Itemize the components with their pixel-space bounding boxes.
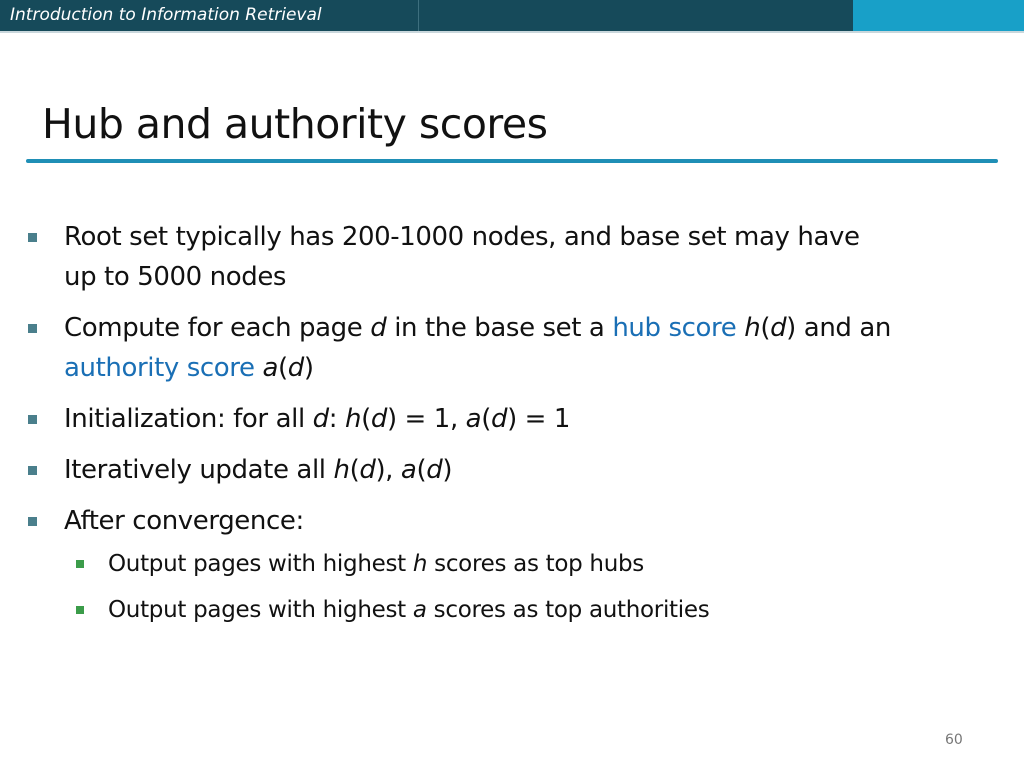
header-bottom-line	[0, 31, 1024, 33]
bullet-text: Compute for each page	[64, 313, 371, 343]
authority-score-term: authority score	[64, 353, 255, 383]
hub-score-term: hub score	[612, 313, 737, 343]
bullet-iterate	[28, 450, 988, 490]
bullet-initialization	[28, 399, 988, 439]
variable-d: d	[370, 313, 387, 343]
variable-d: d	[490, 404, 508, 434]
slide-content	[28, 217, 988, 639]
variable-h: h	[744, 313, 761, 343]
variable-h: h	[333, 455, 350, 485]
variable-a: a	[400, 455, 417, 485]
variable-h: h	[412, 551, 428, 577]
bullet-convergence	[28, 501, 988, 541]
bullet-text: scores as top hubs	[427, 551, 644, 577]
bullet-text: )	[303, 353, 314, 383]
variable-d: d	[287, 353, 304, 383]
bullet-text: ) = 1	[507, 404, 571, 434]
bullet-text: in the base set a	[386, 313, 613, 343]
variable-d: d	[359, 455, 376, 485]
square-bullet-icon	[28, 466, 37, 475]
header-divider	[418, 0, 419, 31]
variable-a: a	[465, 404, 482, 434]
slide-title: Hub and authority scores	[42, 100, 548, 148]
bullet-text: Root set typically has 200-1000 nodes, and base set may have	[64, 222, 860, 252]
title-underline	[26, 159, 998, 163]
bullet-text: (	[760, 313, 771, 343]
header-bar	[0, 0, 1024, 31]
bullet-text: Output pages with highest	[108, 551, 413, 577]
subbullet-top-hubs	[28, 547, 988, 581]
bullet-compute-scores	[28, 308, 988, 388]
subbullet-top-authorities	[28, 593, 988, 627]
bullet-text: up to 5000 nodes	[64, 262, 287, 292]
bullet-text: (	[416, 455, 427, 485]
bullet-root-set	[28, 217, 988, 297]
bullet-text	[255, 353, 263, 383]
variable-a: a	[412, 597, 427, 623]
bullet-text: scores as top authorities	[426, 597, 710, 623]
variable-a: a	[262, 353, 279, 383]
bullet-text: Iteratively update all	[64, 455, 334, 485]
bullet-text: ) = 1,	[386, 404, 466, 434]
variable-d: d	[370, 404, 387, 434]
square-bullet-icon	[28, 324, 37, 333]
bullet-text: (	[481, 404, 491, 434]
square-bullet-icon	[76, 560, 84, 568]
bullet-text: ) and an	[786, 313, 891, 343]
variable-h: h	[344, 404, 362, 434]
bullet-text: )	[442, 455, 453, 485]
variable-d: d	[426, 455, 443, 485]
variable-d: d	[312, 404, 329, 434]
square-bullet-icon	[28, 233, 37, 242]
square-bullet-icon	[28, 415, 37, 424]
square-bullet-icon	[28, 517, 37, 526]
bullet-text: (	[349, 455, 360, 485]
bullet-text: Initialization: for all	[64, 404, 313, 434]
bullet-text: (	[361, 404, 371, 434]
bullet-text: After convergence:	[64, 506, 304, 536]
square-bullet-icon	[76, 606, 84, 614]
bullet-text: :	[328, 404, 345, 434]
bullet-text: ),	[375, 455, 401, 485]
page-number: 60	[945, 732, 963, 748]
header-accent-block	[853, 0, 1024, 31]
bullet-text: Output pages with highest	[108, 597, 413, 623]
bullet-text: (	[278, 353, 288, 383]
variable-d: d	[770, 313, 787, 343]
course-title: Introduction to Information Retrieval	[10, 5, 322, 25]
